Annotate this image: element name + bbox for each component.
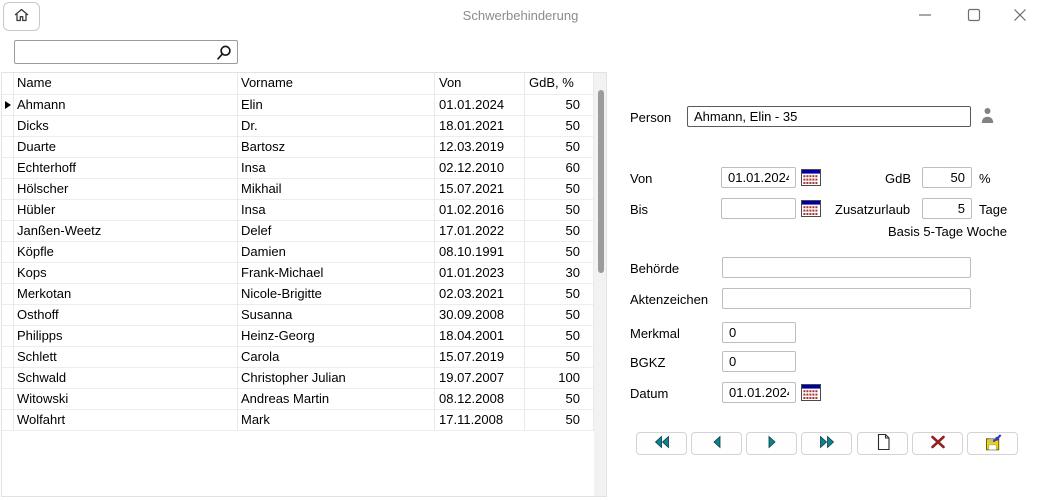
bgkz-label: BGKZ	[630, 355, 666, 370]
cell-gdb: 50	[525, 347, 594, 368]
next-record-button[interactable]	[746, 432, 797, 455]
close-icon	[1012, 7, 1028, 26]
cell-von: 08.10.1991	[435, 242, 525, 263]
gdb-label: GdB	[885, 171, 912, 186]
cell-von: 01.01.2023	[435, 263, 525, 284]
table-row[interactable]	[2, 284, 594, 305]
table-row[interactable]	[2, 95, 594, 116]
delete-x-icon	[929, 434, 947, 453]
table-row[interactable]	[2, 326, 594, 347]
behoerde-label: Behörde	[630, 261, 680, 276]
cell-gdb: 50	[525, 284, 594, 305]
cell-name: Hübler	[14, 200, 238, 221]
basis-note: Basis 5-Tage Woche	[888, 224, 1007, 239]
first-record-button[interactable]	[636, 432, 687, 455]
table-body	[2, 95, 594, 431]
minimize-button[interactable]	[908, 4, 942, 28]
next-record-icon	[764, 435, 780, 452]
row-marker	[2, 263, 14, 284]
table-row[interactable]	[2, 179, 594, 200]
cell-vorname: Christopher Julian	[238, 368, 435, 389]
gdb-suffix: %	[979, 171, 991, 186]
bis-label: Bis	[630, 202, 649, 217]
cell-von: 30.09.2008	[435, 305, 525, 326]
row-marker	[2, 116, 14, 137]
cell-von: 02.12.2010	[435, 158, 525, 179]
behoerde-input[interactable]	[722, 257, 971, 278]
cell-name: Echterhoff	[14, 158, 238, 179]
row-marker	[2, 137, 14, 158]
gdb-input[interactable]	[922, 167, 972, 188]
table-row[interactable]	[2, 263, 594, 284]
cell-von: 19.07.2007	[435, 368, 525, 389]
aktenzeichen-label: Aktenzeichen	[630, 292, 709, 307]
minimize-icon	[917, 7, 933, 26]
cell-name: Wolfahrt	[14, 410, 238, 431]
table-row[interactable]	[2, 200, 594, 221]
cell-vorname: Frank-Michael	[238, 263, 435, 284]
cell-vorname: Dr.	[238, 116, 435, 137]
cell-name: Witowski	[14, 389, 238, 410]
row-marker	[2, 389, 14, 410]
cell-gdb: 50	[525, 95, 594, 116]
records-table	[1, 72, 607, 497]
cell-vorname: Insa	[238, 200, 435, 221]
cell-name: Hölscher	[14, 179, 238, 200]
scrollbar-thumb[interactable]	[598, 90, 604, 273]
maximize-icon	[966, 7, 982, 26]
cell-vorname: Susanna	[238, 305, 435, 326]
table-row[interactable]	[2, 242, 594, 263]
cell-gdb: 50	[525, 116, 594, 137]
zusatzurlaub-label: Zusatzurlaub	[835, 202, 911, 217]
cell-vorname: Carola	[238, 347, 435, 368]
row-marker	[2, 410, 14, 431]
prior-record-button[interactable]	[691, 432, 742, 455]
cell-name: Schwald	[14, 368, 238, 389]
row-marker	[2, 158, 14, 179]
table-row[interactable]	[2, 410, 594, 431]
cell-name: Ahmann	[14, 95, 238, 116]
cell-name: Merkotan	[14, 284, 238, 305]
cell-von: 17.01.2022	[435, 221, 525, 242]
person-icon[interactable]	[980, 107, 995, 127]
zusatzurlaub-input[interactable]	[922, 198, 972, 219]
person-label: Person	[630, 110, 672, 125]
table-row[interactable]	[2, 116, 594, 137]
new-record-button[interactable]	[857, 432, 908, 455]
column-header-vorname[interactable]: Vorname	[238, 73, 435, 95]
last-record-icon	[818, 435, 836, 452]
cell-von: 08.12.2008	[435, 389, 525, 410]
cell-vorname: Damien	[238, 242, 435, 263]
cell-name: Köpfle	[14, 242, 238, 263]
cell-vorname: Heinz-Georg	[238, 326, 435, 347]
cell-gdb: 50	[525, 242, 594, 263]
window-title: Schwerbehinderung	[462, 8, 579, 23]
cell-von: 01.01.2024	[435, 95, 525, 116]
cell-vorname: Andreas Martin	[238, 389, 435, 410]
von-calendar-icon[interactable]	[801, 169, 821, 189]
last-record-button[interactable]	[801, 432, 852, 455]
table-row[interactable]	[2, 158, 594, 179]
cell-name: Osthoff	[14, 305, 238, 326]
marker-column-header	[2, 73, 14, 95]
maximize-button[interactable]	[957, 4, 991, 28]
row-marker	[2, 200, 14, 221]
first-record-icon	[653, 435, 671, 452]
von-input[interactable]	[721, 167, 796, 188]
merkmal-label: Merkmal	[630, 326, 680, 341]
close-button[interactable]	[1003, 4, 1037, 28]
column-header-name[interactable]: Name	[14, 73, 238, 95]
merkmal-input[interactable]	[722, 322, 796, 343]
cell-von: 01.02.2016	[435, 200, 525, 221]
delete-record-button[interactable]	[912, 432, 963, 455]
cell-name: Kops	[14, 263, 238, 284]
cell-vorname: Insa	[238, 158, 435, 179]
cell-von: 17.11.2008	[435, 410, 525, 431]
cell-vorname: Mikhail	[238, 179, 435, 200]
cell-gdb: 50	[525, 179, 594, 200]
cell-von: 15.07.2019	[435, 347, 525, 368]
selected-row-arrow-icon	[5, 101, 11, 109]
cell-gdb: 30	[525, 263, 594, 284]
row-marker	[2, 179, 14, 200]
new-document-icon	[874, 433, 892, 454]
cell-von: 15.07.2021	[435, 179, 525, 200]
person-input[interactable]	[687, 106, 971, 127]
cell-gdb: 50	[525, 221, 594, 242]
cell-von: 12.03.2019	[435, 137, 525, 158]
cell-gdb: 50	[525, 137, 594, 158]
cell-von: 02.03.2021	[435, 284, 525, 305]
cell-name: Schlett	[14, 347, 238, 368]
cell-name: Duarte	[14, 137, 238, 158]
bis-input[interactable]	[721, 198, 796, 219]
row-marker	[2, 347, 14, 368]
cell-vorname: Mark	[238, 410, 435, 431]
cell-von: 18.04.2001	[435, 326, 525, 347]
bgkz-input[interactable]	[722, 351, 796, 372]
cell-name: Janßen-Weetz	[14, 221, 238, 242]
row-marker	[2, 326, 14, 347]
cell-gdb: 50	[525, 410, 594, 431]
cell-vorname: Bartosz	[238, 137, 435, 158]
row-marker	[2, 368, 14, 389]
datum-calendar-icon[interactable]	[801, 384, 821, 404]
search-input[interactable]	[14, 40, 238, 64]
cell-gdb: 50	[525, 389, 594, 410]
row-marker	[2, 242, 14, 263]
cell-gdb: 50	[525, 305, 594, 326]
bis-calendar-icon[interactable]	[801, 200, 821, 220]
cell-von: 18.01.2021	[435, 116, 525, 137]
table-row[interactable]	[2, 389, 594, 410]
save-disk-icon	[984, 434, 1002, 454]
cell-vorname: Nicole-Brigitte	[238, 284, 435, 305]
cell-gdb: 50	[525, 326, 594, 347]
cell-gdb: 60	[525, 158, 594, 179]
table-row[interactable]	[2, 347, 594, 368]
cell-gdb: 100	[525, 368, 594, 389]
table-row[interactable]	[2, 305, 594, 326]
row-marker	[2, 284, 14, 305]
cell-vorname: Delef	[238, 221, 435, 242]
aktenzeichen-input[interactable]	[722, 288, 971, 309]
column-header-gdb[interactable]: GdB, %	[525, 73, 594, 95]
save-record-button[interactable]	[967, 432, 1018, 455]
table-row[interactable]	[2, 221, 594, 242]
search-icon[interactable]	[215, 44, 233, 65]
cell-name: Philipps	[14, 326, 238, 347]
von-label: Von	[630, 171, 653, 186]
vertical-scrollbar[interactable]	[594, 73, 606, 496]
table-row[interactable]	[2, 368, 594, 389]
column-header-von[interactable]: Von	[435, 73, 525, 95]
row-marker	[2, 95, 14, 116]
datum-input[interactable]	[722, 382, 796, 403]
cell-vorname: Elin	[238, 95, 435, 116]
table-header	[2, 73, 594, 95]
prior-record-icon	[709, 435, 725, 452]
table-row[interactable]	[2, 137, 594, 158]
row-marker	[2, 221, 14, 242]
cell-gdb: 50	[525, 200, 594, 221]
datum-label: Datum	[630, 386, 669, 401]
row-marker	[2, 305, 14, 326]
cell-name: Dicks	[14, 116, 238, 137]
zusatzurlaub-suffix: Tage	[979, 202, 1008, 217]
